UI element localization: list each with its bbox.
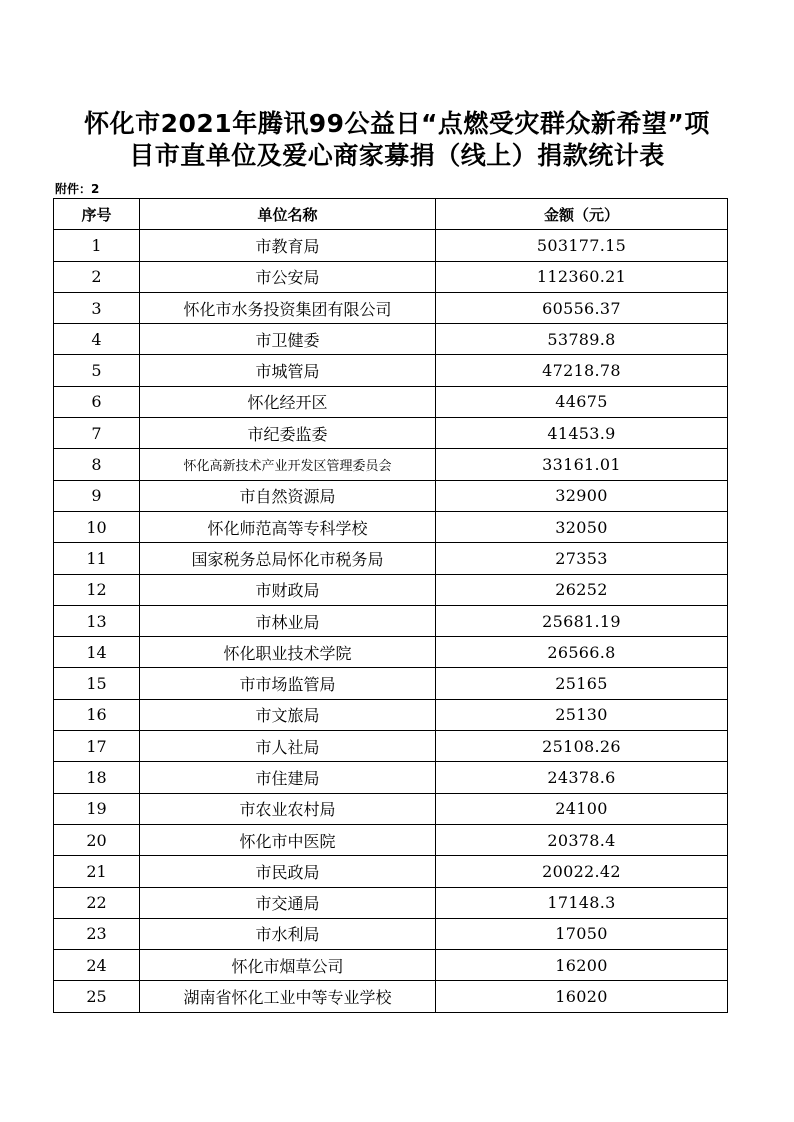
cell-unit-name: 市城管局 bbox=[140, 355, 436, 386]
cell-unit-name: 市水利局 bbox=[140, 918, 436, 949]
cell-amount: 27353 bbox=[436, 543, 728, 574]
table-row bbox=[54, 480, 728, 511]
cell-serial-number: 9 bbox=[54, 480, 140, 511]
cell-amount: 41453.9 bbox=[436, 418, 728, 449]
table-body bbox=[54, 230, 728, 1012]
cell-serial-number: 17 bbox=[54, 731, 140, 762]
cell-serial-number: 24 bbox=[54, 950, 140, 981]
table-row bbox=[54, 824, 728, 855]
table-row bbox=[54, 793, 728, 824]
cell-amount: 25130 bbox=[436, 699, 728, 730]
cell-serial-number: 4 bbox=[54, 324, 140, 355]
table-row bbox=[54, 981, 728, 1012]
cell-unit-name: 市纪委监委 bbox=[140, 418, 436, 449]
cell-serial-number: 12 bbox=[54, 574, 140, 605]
cell-serial-number: 13 bbox=[54, 605, 140, 636]
cell-amount: 32050 bbox=[436, 511, 728, 542]
cell-unit-name: 市自然资源局 bbox=[140, 480, 436, 511]
cell-amount: 503177.15 bbox=[436, 230, 728, 261]
cell-serial-number: 22 bbox=[54, 887, 140, 918]
cell-amount: 25681.19 bbox=[436, 605, 728, 636]
table-row bbox=[54, 511, 728, 542]
cell-unit-name: 市教育局 bbox=[140, 230, 436, 261]
header-amount: 金额（元） bbox=[436, 199, 728, 230]
cell-amount: 17148.3 bbox=[436, 887, 728, 918]
cell-amount: 24100 bbox=[436, 793, 728, 824]
cell-unit-name: 市林业局 bbox=[140, 605, 436, 636]
table-header-row bbox=[54, 199, 728, 230]
cell-unit-name: 怀化师范高等专科学校 bbox=[140, 511, 436, 542]
cell-amount: 20022.42 bbox=[436, 856, 728, 887]
header-serial-number: 序号 bbox=[54, 199, 140, 230]
cell-amount: 112360.21 bbox=[436, 261, 728, 292]
cell-serial-number: 10 bbox=[54, 511, 140, 542]
cell-unit-name: 市财政局 bbox=[140, 574, 436, 605]
cell-serial-number: 14 bbox=[54, 637, 140, 668]
cell-serial-number: 2 bbox=[54, 261, 140, 292]
cell-unit-name: 市交通局 bbox=[140, 887, 436, 918]
cell-amount: 33161.01 bbox=[436, 449, 728, 480]
cell-unit-name: 怀化市水务投资集团有限公司 bbox=[140, 292, 436, 323]
cell-unit-name: 怀化市烟草公司 bbox=[140, 950, 436, 981]
cell-unit-name: 市公安局 bbox=[140, 261, 436, 292]
cell-unit-name: 市人社局 bbox=[140, 731, 436, 762]
table-row bbox=[54, 418, 728, 449]
cell-unit-name: 市文旅局 bbox=[140, 699, 436, 730]
table-row bbox=[54, 731, 728, 762]
cell-amount: 17050 bbox=[436, 918, 728, 949]
cell-unit-name: 市市场监管局 bbox=[140, 668, 436, 699]
table-row bbox=[54, 292, 728, 323]
title-line-2: 目市直单位及爱心商家募捐（线上）捐款统计表 bbox=[129, 141, 665, 170]
cell-serial-number: 7 bbox=[54, 418, 140, 449]
table-row bbox=[54, 887, 728, 918]
table-row bbox=[54, 762, 728, 793]
table-row bbox=[54, 543, 728, 574]
table-row bbox=[54, 918, 728, 949]
cell-amount: 24378.6 bbox=[436, 762, 728, 793]
cell-amount: 32900 bbox=[436, 480, 728, 511]
cell-serial-number: 1 bbox=[54, 230, 140, 261]
cell-serial-number: 15 bbox=[54, 668, 140, 699]
table-row bbox=[54, 605, 728, 636]
cell-unit-name: 怀化市中医院 bbox=[140, 824, 436, 855]
header-unit-name: 单位名称 bbox=[140, 199, 436, 230]
cell-serial-number: 20 bbox=[54, 824, 140, 855]
cell-unit-name: 怀化职业技术学院 bbox=[140, 637, 436, 668]
table-row bbox=[54, 449, 728, 480]
cell-serial-number: 25 bbox=[54, 981, 140, 1012]
table-row bbox=[54, 324, 728, 355]
cell-amount: 47218.78 bbox=[436, 355, 728, 386]
cell-amount: 44675 bbox=[436, 386, 728, 417]
cell-unit-name: 怀化经开区 bbox=[140, 386, 436, 417]
cell-serial-number: 8 bbox=[54, 449, 140, 480]
attachment-label: 附件：2 bbox=[55, 182, 100, 196]
table-row bbox=[54, 261, 728, 292]
cell-unit-name: 怀化高新技术产业开发区管理委员会 bbox=[140, 449, 436, 480]
cell-amount: 16200 bbox=[436, 950, 728, 981]
table-row bbox=[54, 574, 728, 605]
donation-table bbox=[53, 198, 728, 1013]
table-row bbox=[54, 668, 728, 699]
table-row bbox=[54, 699, 728, 730]
cell-unit-name: 市农业农村局 bbox=[140, 793, 436, 824]
table-row bbox=[54, 386, 728, 417]
title-line-1: 怀化市2021年腾讯99公益日“点燃受灾群众新希望”项 bbox=[84, 109, 710, 138]
cell-serial-number: 16 bbox=[54, 699, 140, 730]
cell-serial-number: 3 bbox=[54, 292, 140, 323]
cell-amount: 16020 bbox=[436, 981, 728, 1012]
table-row bbox=[54, 637, 728, 668]
cell-serial-number: 21 bbox=[54, 856, 140, 887]
cell-amount: 26566.8 bbox=[436, 637, 728, 668]
table-row bbox=[54, 950, 728, 981]
cell-amount: 60556.37 bbox=[436, 292, 728, 323]
cell-unit-name: 市卫健委 bbox=[140, 324, 436, 355]
cell-unit-name: 市住建局 bbox=[140, 762, 436, 793]
cell-amount: 20378.4 bbox=[436, 824, 728, 855]
cell-unit-name: 市民政局 bbox=[140, 856, 436, 887]
table-row bbox=[54, 856, 728, 887]
table-row bbox=[54, 355, 728, 386]
cell-amount: 25108.26 bbox=[436, 731, 728, 762]
cell-unit-name: 湖南省怀化工业中等专业学校 bbox=[140, 981, 436, 1012]
cell-amount: 25165 bbox=[436, 668, 728, 699]
cell-serial-number: 19 bbox=[54, 793, 140, 824]
cell-serial-number: 11 bbox=[54, 543, 140, 574]
cell-serial-number: 5 bbox=[54, 355, 140, 386]
cell-amount: 26252 bbox=[436, 574, 728, 605]
cell-serial-number: 18 bbox=[54, 762, 140, 793]
cell-amount: 53789.8 bbox=[436, 324, 728, 355]
cell-unit-name: 国家税务总局怀化市税务局 bbox=[140, 543, 436, 574]
document-title bbox=[40, 108, 754, 172]
cell-serial-number: 23 bbox=[54, 918, 140, 949]
table-row bbox=[54, 230, 728, 261]
cell-serial-number: 6 bbox=[54, 386, 140, 417]
